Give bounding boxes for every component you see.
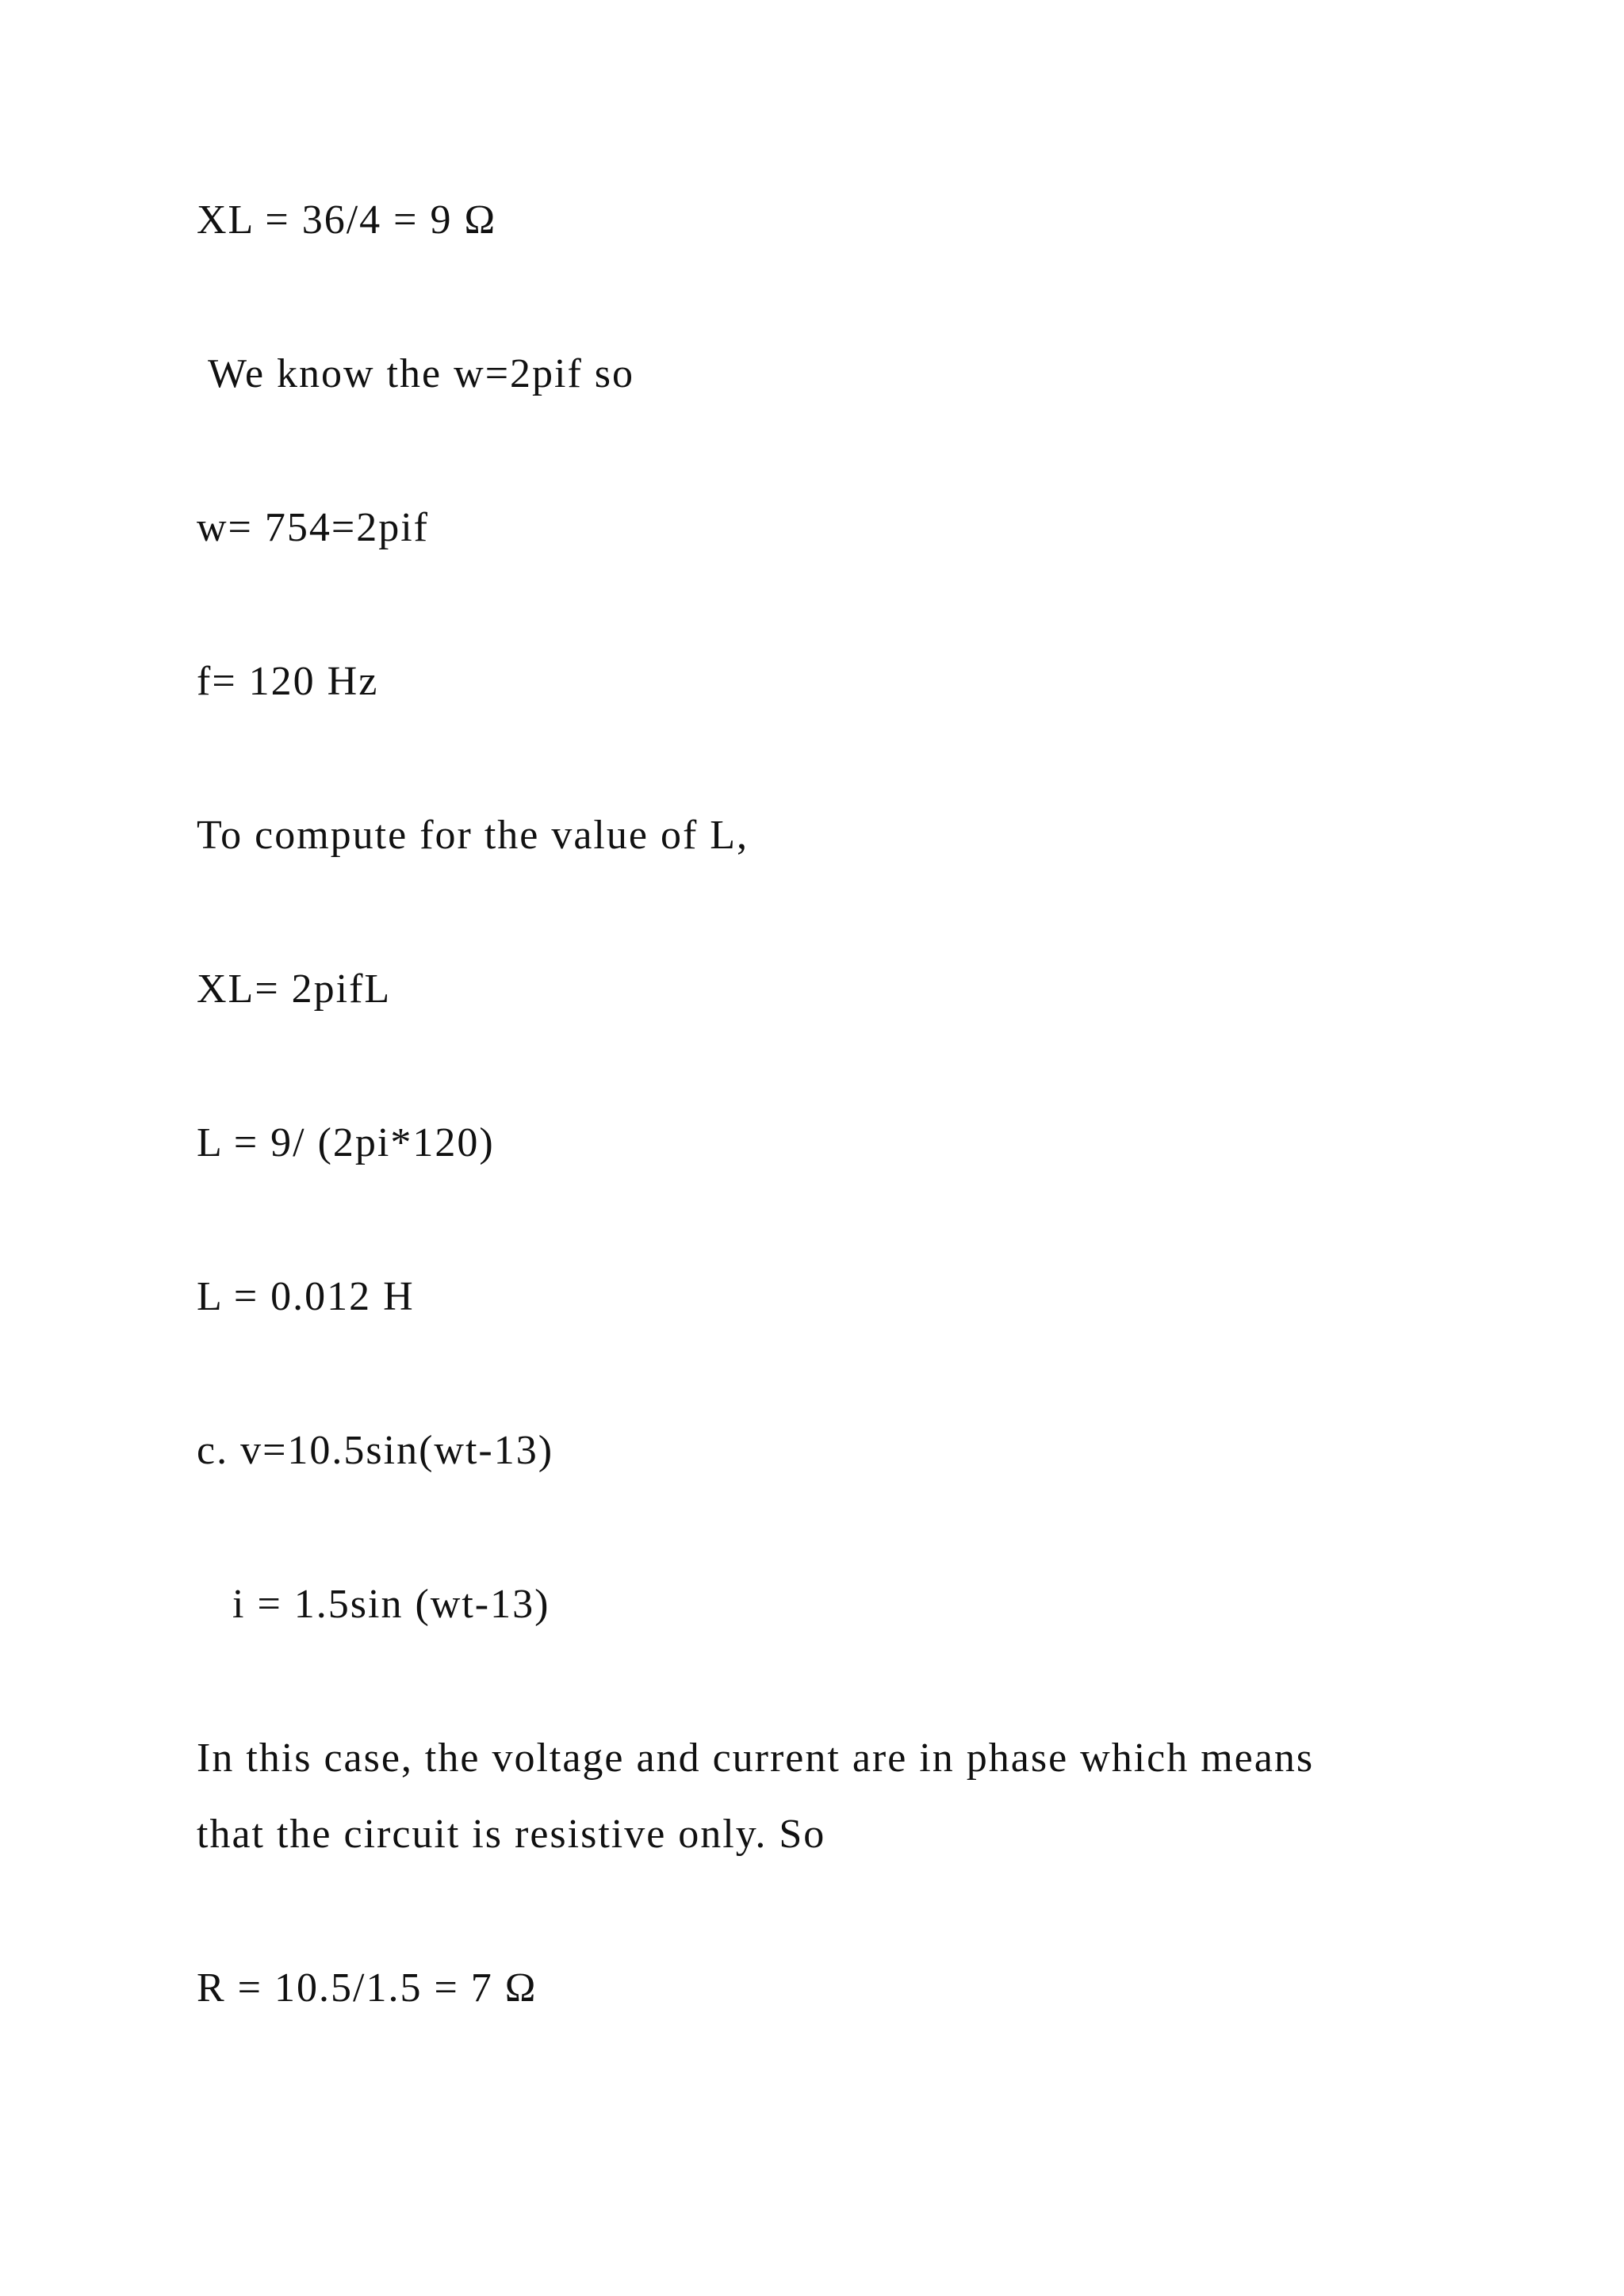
text-line-frequency: f= 120 Hz: [197, 659, 379, 704]
text-line-r-value: R = 10.5/1.5 = 7 Ω: [197, 1965, 538, 2011]
text-line-omega-value: w= 754=2pif: [197, 505, 429, 550]
text-line-resistive: that the circuit is resistive only. So: [197, 1812, 826, 1857]
text-line-current: i = 1.5sin (wt-13): [197, 1582, 550, 1627]
text-line-xl-formula: XL= 2pifL: [197, 966, 392, 1012]
text-line-l-value: L = 0.012 H: [197, 1274, 415, 1319]
text-line-in-phase: In this case, the voltage and current are in phase which means: [197, 1735, 1315, 1781]
text-line-l-formula: L = 9/ (2pi*120): [197, 1120, 495, 1165]
text-line-voltage: c. v=10.5sin(wt-13): [197, 1428, 554, 1473]
text-line-xl-value: XL = 36/4 = 9 Ω: [197, 197, 497, 243]
text-line-omega-intro: We know the w=2pif so: [197, 351, 635, 396]
text-line-compute-l: To compute for the value of L,: [197, 813, 749, 858]
